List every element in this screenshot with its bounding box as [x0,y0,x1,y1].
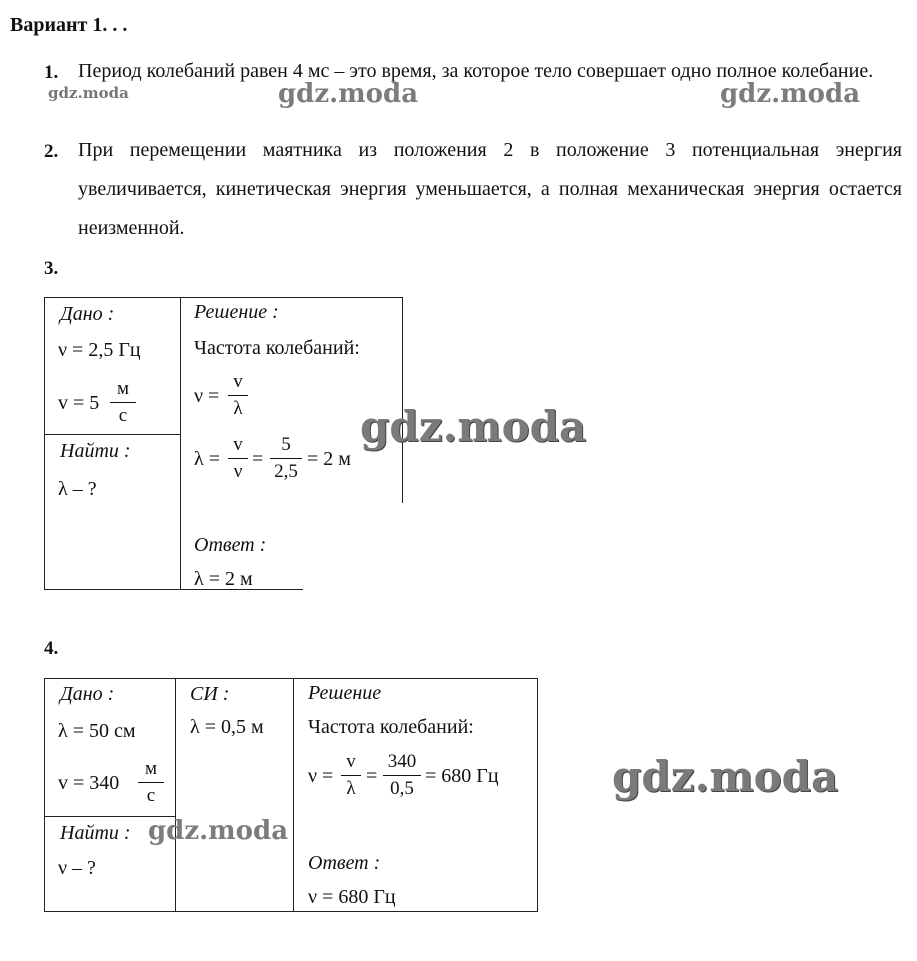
t3-mid-line [180,297,181,590]
t3-eq2-den: ν [233,461,243,482]
watermark: gdz.moda [148,816,289,846]
t4-eq-bar2 [383,775,421,776]
t3-bottom-line [44,589,303,590]
t4-si-value: λ = 0,5 м [190,716,264,738]
t4-eq-num2: 340 [387,751,417,772]
item-2-text: При перемещении маятника из положения 2 в положение 3 потенциальная энергия увеличивается, кинетическая энергия уменьшается, а полная механическая энергия остается неизменной. [78,139,902,239]
t3-eq2-result: = 2 м [307,448,351,470]
t4-eq-fraction-2 [383,751,421,800]
item-1-number: 1. [44,62,59,83]
t4-unit-den: с [146,785,156,806]
t3-eq2-num2: 5 [281,434,291,455]
t4-eq-num: v [346,751,356,772]
t4-eq-den: λ [346,778,356,799]
t4-mid-line-2 [293,678,294,912]
t3-speed-unit [110,378,136,427]
t4-right-line [537,678,538,912]
t4-answer-label: Ответ : [308,852,381,874]
item-4-number: 4. [44,638,59,659]
t4-given-speed: v = 340 [58,772,120,794]
t3-eq1-lhs: ν = [194,385,220,407]
t4-solution-text: Частота колебаний: [308,716,474,738]
t3-unit-num: м [116,378,130,399]
t4-find-value: ν – ? [58,857,96,879]
t3-unit-bar [110,402,136,403]
watermark: gdz.moda [278,79,419,109]
t3-find-label: Найти : [60,440,131,462]
t3-eq2-fraction [228,434,248,483]
page-title [10,14,127,37]
t3-find-value: λ – ? [58,478,97,500]
t4-bottom-line [44,911,538,912]
t4-find-label: Найти : [60,822,131,844]
t4-speed-unit [138,758,164,807]
item-2-number: 2. [44,141,59,162]
t3-eq1-bar [228,395,248,396]
t3-unit-den: с [118,405,128,426]
t3-eq2-num: v [233,434,243,455]
t3-top-line [44,297,403,298]
t3-answer-label: Ответ : [194,534,267,556]
t4-eq-equals: = [366,765,378,787]
t3-eq2-bar [228,458,248,459]
t3-given-speed: v = 5 [58,392,100,414]
t4-si-label: СИ : [190,683,230,705]
t3-left-line [44,297,45,590]
t3-given-divider [44,434,181,435]
t4-given-label: Дано : [60,683,115,705]
item-3-number: 3. [44,258,59,279]
t3-eq2-lhs: λ = [194,448,220,470]
watermark: gdz.moda [48,84,129,102]
t4-eq-result: = 680 Гц [425,765,499,787]
watermark: gdz.moda [360,402,587,451]
t4-unit-bar [138,782,164,783]
item-1-text: Период колебаний равен 4 мс – это время, за которое тело совершает одно полное колебание. [78,60,874,82]
t4-left-line [44,678,45,912]
t3-solution-label: Решение : [194,301,279,323]
t3-eq1-fraction [228,371,248,420]
watermark: gdz.moda [720,79,861,109]
t3-solution-text: Частота колебаний: [194,337,360,359]
t4-mid-line-1 [175,678,176,912]
t3-eq2-equals: = [252,448,264,470]
title-dots: . . [112,14,128,36]
t4-eq-bar [341,775,361,776]
t3-eq2-fraction-2 [270,434,302,483]
t4-answer-value: ν = 680 Гц [308,886,396,908]
t4-eq-den2: 0,5 [390,778,414,799]
t3-given-freq: ν = 2,5 Гц [58,339,141,361]
t4-eq-fraction [341,751,361,800]
t3-answer-value: λ = 2 м [194,568,253,590]
t4-solution-label: Решение [308,682,382,704]
t4-given-wavelength: λ = 50 см [58,720,136,742]
t3-eq2-den2: 2,5 [274,461,298,482]
t4-unit-num: м [144,758,158,779]
t3-eq1-den: λ [233,398,243,419]
t4-eq-lhs: ν = [308,765,334,787]
t4-top-line [44,678,537,679]
t3-eq2-bar2 [270,458,302,459]
t3-given-label: Дано : [60,303,115,325]
t3-right-line [402,297,403,503]
watermark: gdz.moda [612,752,839,801]
t3-eq1-num: v [233,371,243,392]
title-text: Вариант 1. [10,14,108,36]
